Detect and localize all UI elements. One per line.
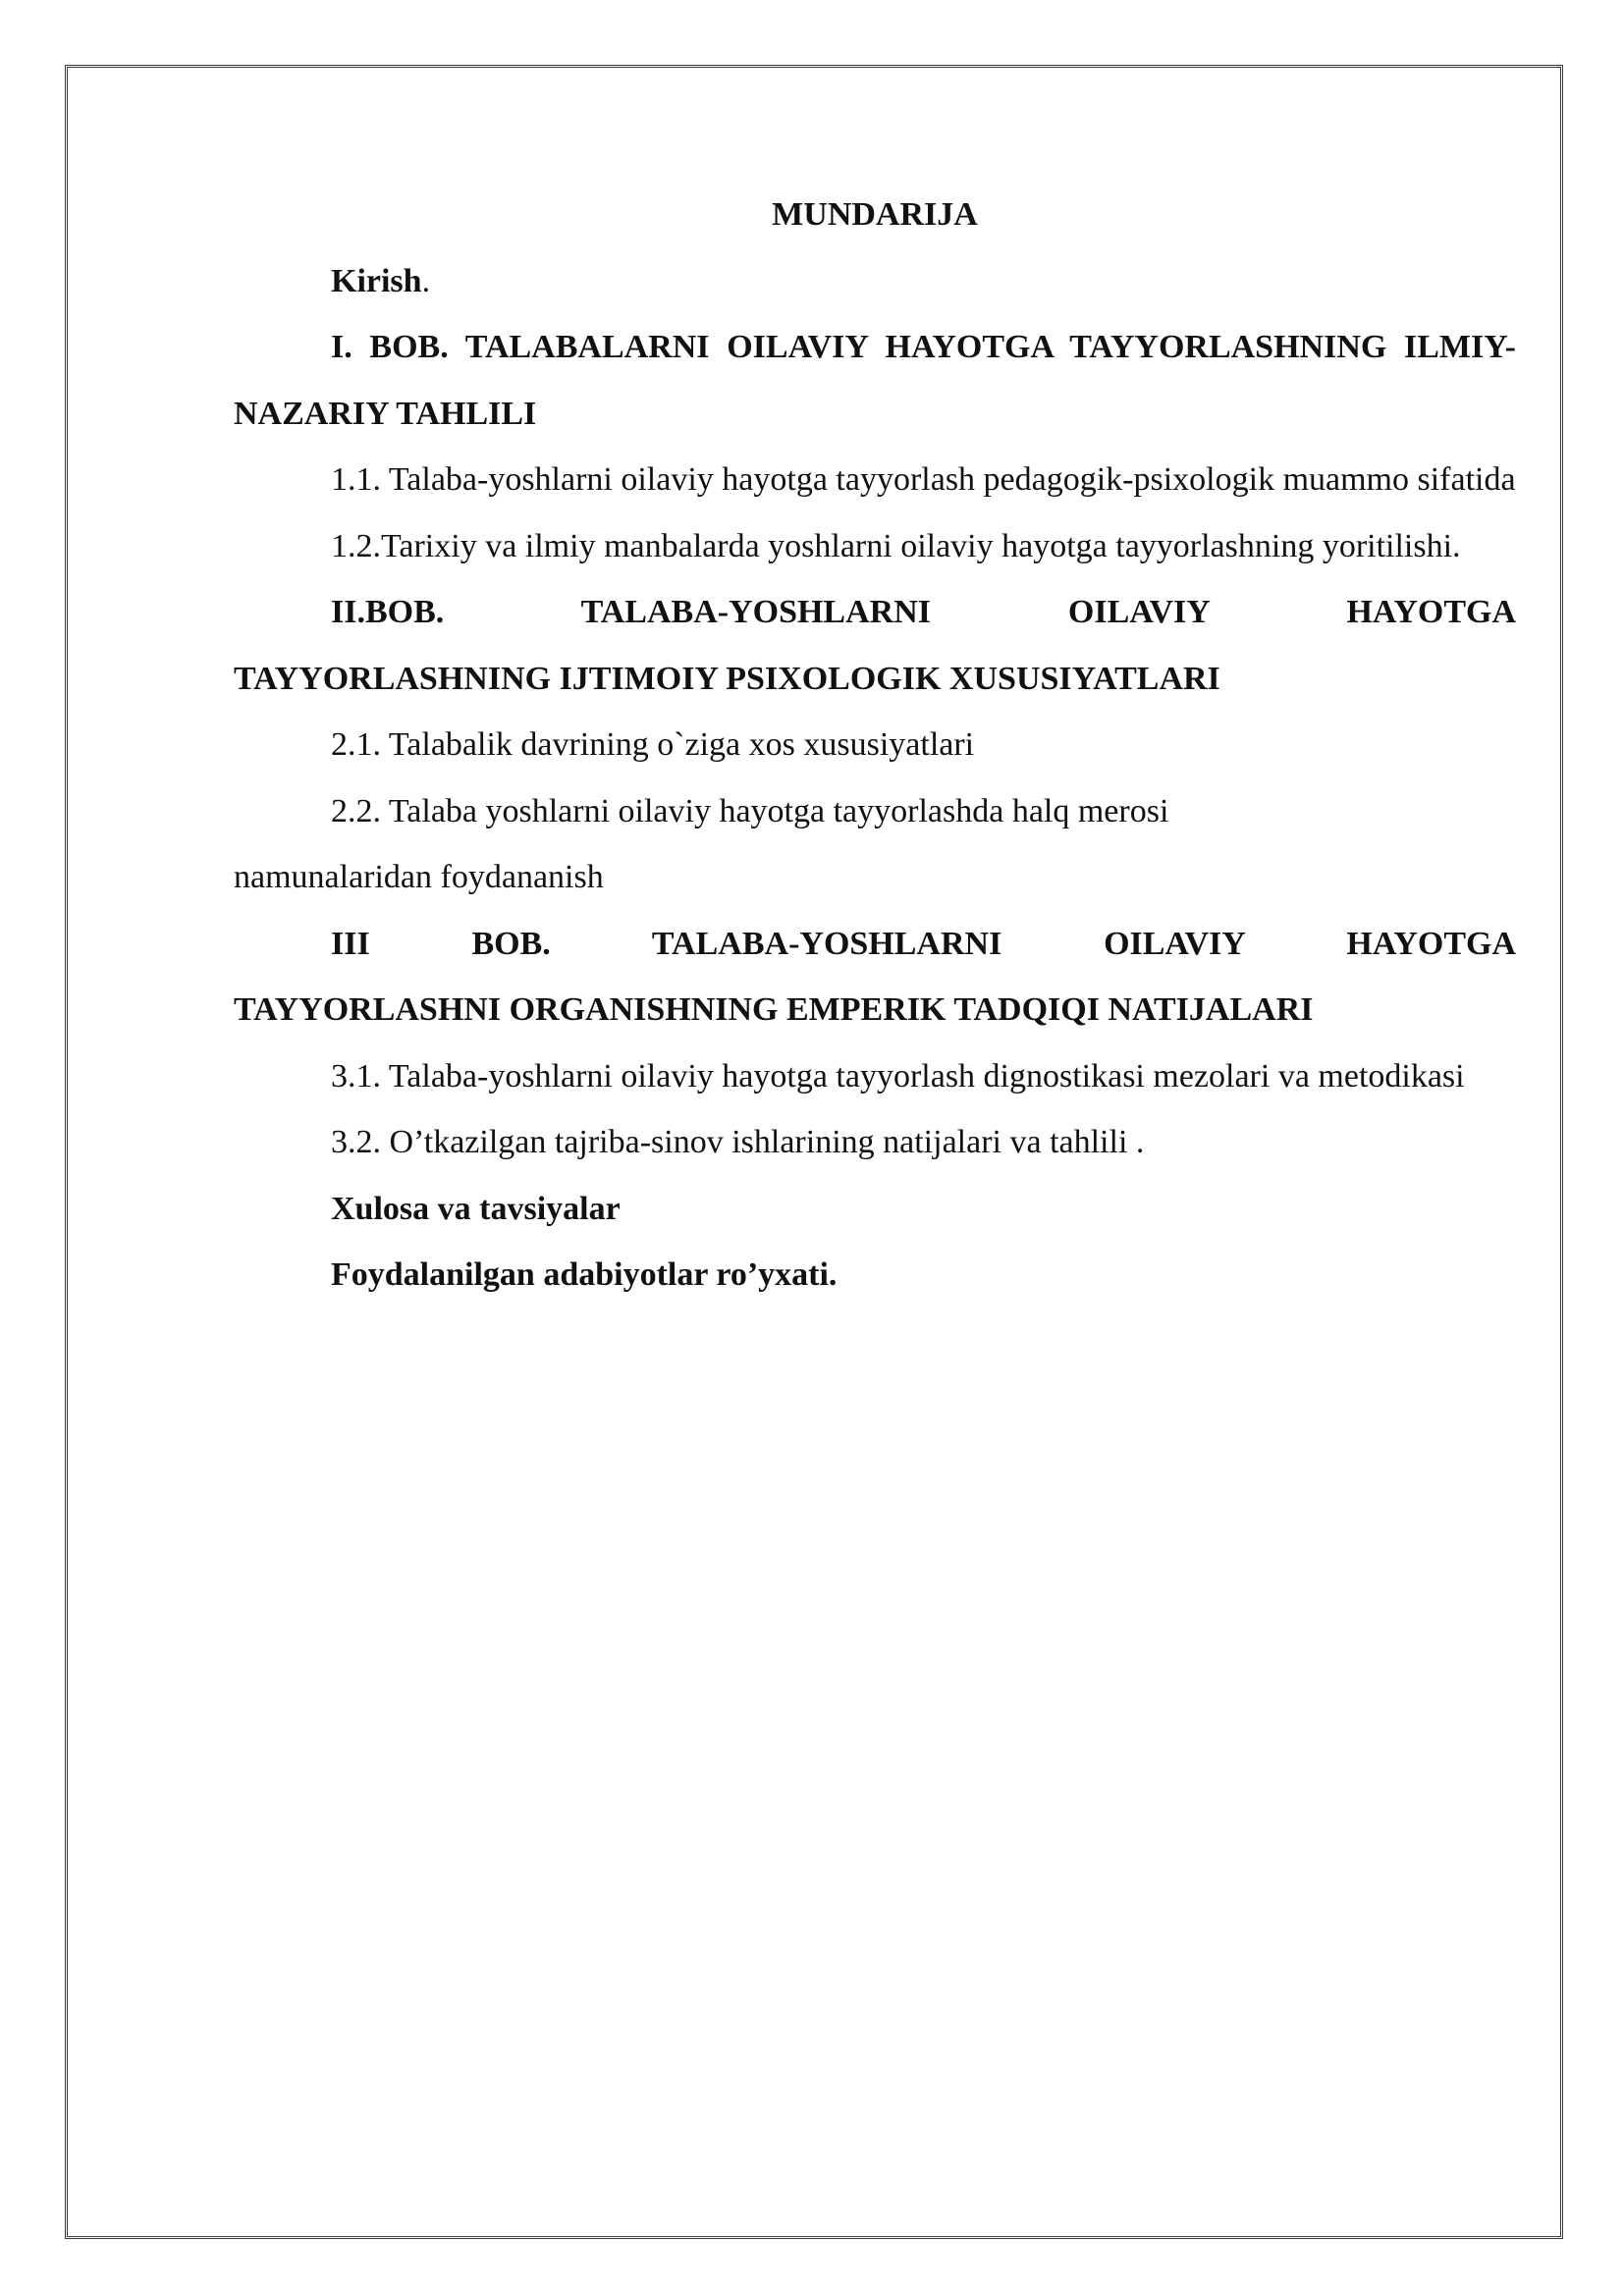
toc-section-2-1: 2.1. Talabalik davrining o`ziga xos xususiyatlari: [331, 726, 975, 763]
toc-chapter-1: I. BOB. TALABALARNI OILAVIY HAYOTGA TAYYORLASHNING ILMIY-NAZARIY TAHLILI: [234, 329, 1516, 432]
toc-chapter-3-line-2: TAYYORLASHNI ORGANISHNING EMPERIK TADQIQI NATIJALARI: [234, 991, 1314, 1028]
toc-conclusion: Xulosa va tavsiyalar: [331, 1190, 621, 1227]
toc-references: Foydalanilgan adabiyotlar ro’yxati.: [331, 1256, 838, 1293]
toc-title: MUNDARIJA: [772, 196, 978, 233]
toc-section-2-2-line-2: namunalaridan foydananish: [234, 859, 604, 895]
toc-section-3-1: 3.1. Talaba-yoshlarni oilaviy hayotga tayyorlash dignostikasi mezolari va metodikasi: [331, 1057, 1465, 1095]
toc-entry-intro-label: Kirish: [331, 262, 422, 299]
toc-entry-intro: [234, 248, 1516, 315]
table-of-contents: [234, 182, 1516, 1308]
toc-section-1-1: 1.1. Talaba-yoshlarni oilaviy hayotga tayyorlash pedagogik-psixologik muammo sifatida: [331, 461, 1516, 498]
toc-chapter-2-line-2: TAYYORLASHNING IJTIMOIY PSIXOLOGIK XUSUSIYATLARI: [234, 660, 1220, 697]
toc-section-2-2-line-1: 2.2. Talaba yoshlarni oilaviy hayotga tayyorlashda halq merosi: [331, 792, 1169, 829]
toc-chapter-3-line-1: III BOB. TALABA-YOSHLARNI OILAVIY HAYOTGA: [331, 925, 1516, 962]
toc-section-1-2: 1.2.Tarixiy va ilmiy manbalarda yoshlarni oilaviy hayotga tayyorlashning yoritilishi.: [331, 527, 1461, 564]
toc-chapter-2-line-1: II.BOB. TALABA-YOSHLARNI OILAVIY HAYOTGA: [331, 594, 1516, 630]
toc-entry-intro-punct: .: [421, 262, 431, 299]
toc-section-3-2: 3.2. O’tkazilgan tajriba-sinov ishlarining natijalari va tahlili .: [331, 1124, 1145, 1160]
